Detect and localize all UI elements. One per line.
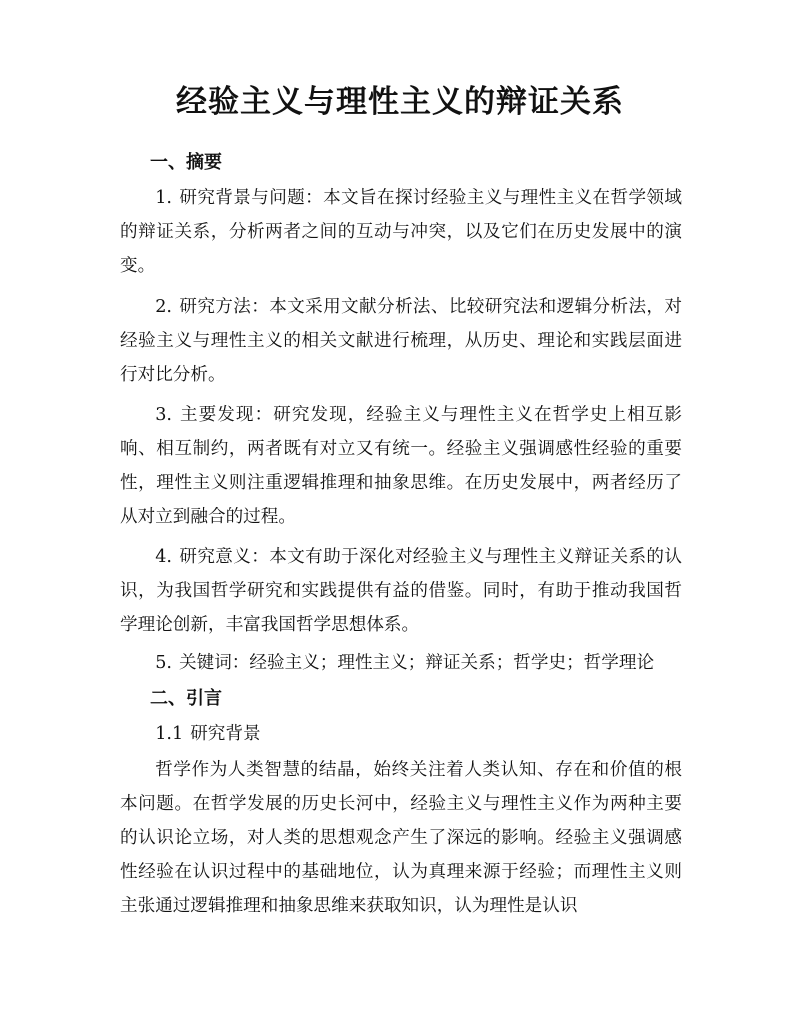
abstract-item-2 bbox=[120, 290, 682, 392]
introduction-paragraph: 哲学作为人类智慧的结晶，始终关注着人类认知、存在和价值的根本问题。在哲学发展的历史长河中，经验主义与理性主义作为两种主要的认识论立场，对人类的思想观念产生了深远的影响。经验主义强调感性经验在认识过程中的基础地位，认为真理来源于经验；而理性主义则主张通过逻辑推理和抽象思维来获取知识，认为理性是认识 bbox=[120, 760, 682, 916]
item-text: 研究方法：本文采用文献分析法、比较研究法和逻辑分析法，对经验主义与理性主义的相关文献进行梳理，从历史、理论和实践层面进行对比分析。 bbox=[120, 297, 682, 385]
document-title: 经验主义与理性主义的辩证关系 bbox=[176, 84, 624, 120]
section-heading-introduction: 二、引言 bbox=[150, 688, 222, 709]
item-number: 1. bbox=[155, 188, 172, 208]
subsection-number: 1.1 bbox=[155, 724, 184, 744]
abstract-item-4 bbox=[120, 540, 682, 642]
abstract-item-5-keywords bbox=[120, 650, 682, 676]
section-heading-abstract: 一、摘要 bbox=[150, 152, 222, 173]
subsection-title: 研究背景 bbox=[190, 724, 261, 744]
abstract-item-3 bbox=[120, 398, 682, 534]
item-number: 3. bbox=[155, 405, 172, 425]
item-number: 2. bbox=[155, 297, 172, 317]
item-text: 关键词：经验主义；理性主义；辩证关系；哲学史；哲学理论 bbox=[179, 653, 655, 673]
item-text: 研究背景与问题：本文旨在探讨经验主义与理性主义在哲学领域的辩证关系，分析两者之间的互动与冲突，以及它们在历史发展中的演变。 bbox=[120, 188, 682, 276]
subsection-heading-background bbox=[120, 721, 682, 747]
item-number: 5. bbox=[155, 653, 172, 673]
item-number: 4. bbox=[155, 547, 172, 567]
item-text: 主要发现：研究发现，经验主义与理性主义在哲学史上相互影响、相互制约，两者既有对立又有统一。经验主义强调感性经验的重要性，理性主义则注重逻辑推理和抽象思维。在历史发展中，两者经历了从对立到融合的过程。 bbox=[120, 405, 682, 527]
item-text: 研究意义：本文有助于深化对经验主义与理性主义辩证关系的认识，为我国哲学研究和实践提供有益的借鉴。同时，有助于推动我国哲学理论创新，丰富我国哲学思想体系。 bbox=[120, 547, 682, 635]
abstract-item-1 bbox=[120, 181, 682, 283]
